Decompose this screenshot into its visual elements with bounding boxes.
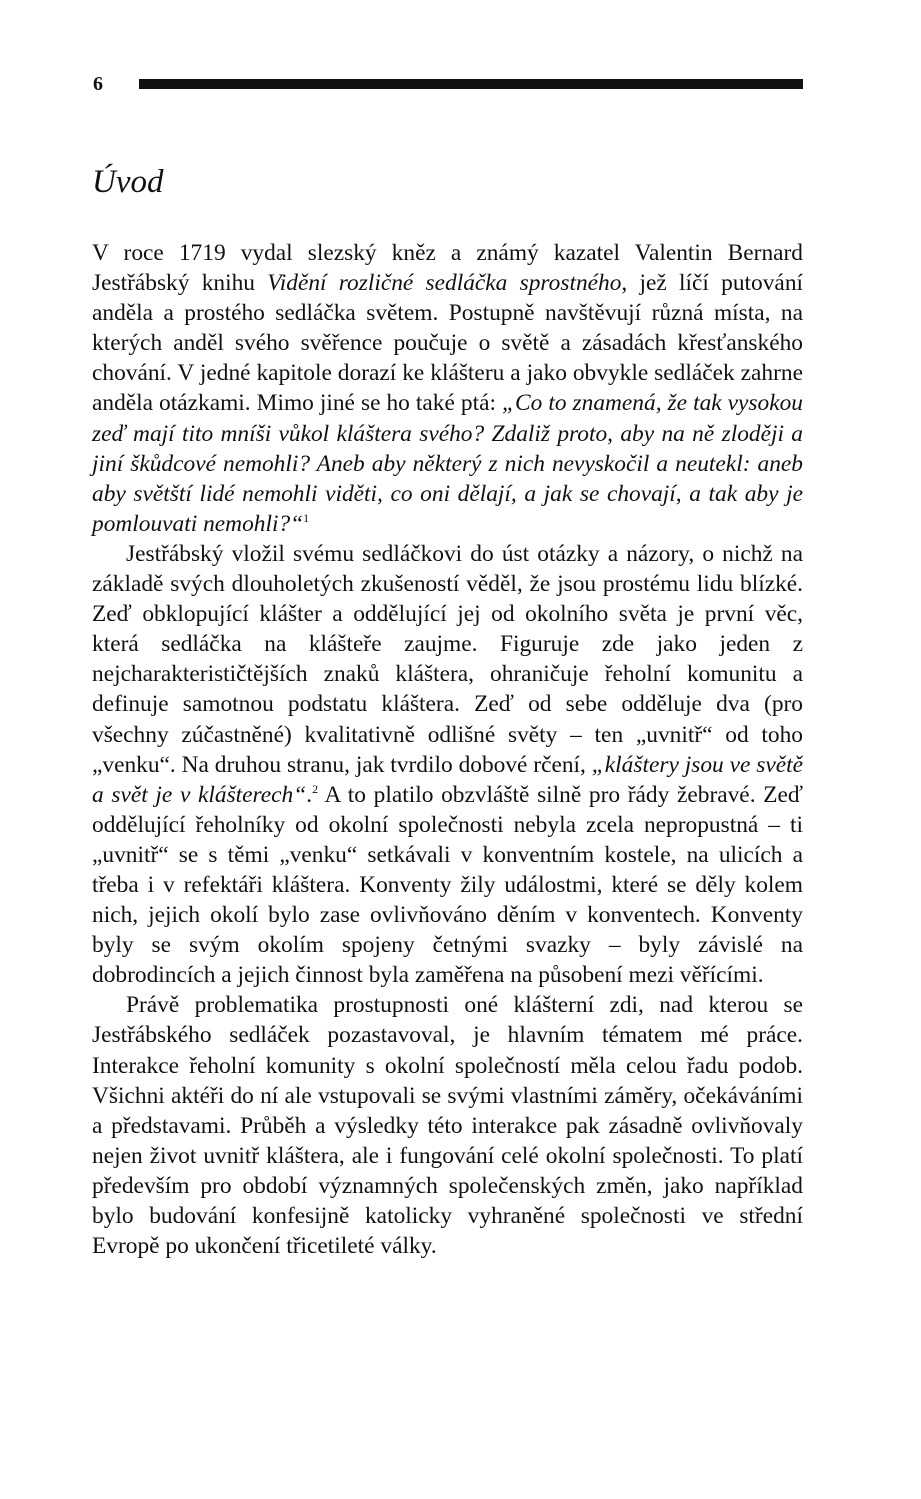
paragraph-2-text-d: A to platilo obzvláště silně pro řády žebravé. Zeď oddělující řeholníky od okolní společnosti nebyla zcela nepropustná – ti „uvnitř“ se s těmi „venku“ setkávali v konventním kostele, na ulicích a třeba i v refektáři kláštera. Konventy žily událostmi, které se děly kolem nich, jejich okolí bylo zase ovlivňováno děním v konventech. Konventy byly se svým okolím spojeny četnými svazky – byly závislé na dobrodincích a jejich činnost byla zaměřena na působení mezi věřícími. [92, 781, 803, 989]
footnote-ref-1: 1 [303, 511, 310, 526]
body-text [92, 238, 803, 1261]
paragraph-3-text: Právě problematika prostupnosti oné klášterní zdi, nad kterou se Jestřábského sedláček pozastavoval, je hlavním tématem mé práce. Interakce řeholní komunity s okolní společností měla celou řadu podob. Všichni aktéři do ní ale vstupovali se svými vlastními záměry, očekáváními a představami. Průběh a výsledky této interakce pak zásadně ovlivňovaly nejen život uvnitř kláštera, ale i fungování celé okolní společnosti. To platí především pro období významných společenských změn, jako například bylo budování konfesijně katolicky vyhraněné společnosti ve střední Evropě po ukončení třicetileté války. [92, 992, 803, 1260]
paragraph-1-text-a: V roce 1719 vydal slezský kněz a známý kazatel Valentin Bernard Jestřábský knihu [92, 240, 803, 297]
paragraph-2-text-a: Jestřábský vložil svému sedláčkovi do úst otázky a názory, o nichž na základě svých dlouholetých zkušeností věděl, že jsou prostému lidu blízké. Zeď obklopující klášter a oddělující jej od okolního světa je první věc, která sedláčka na klášteře zaujme. Figuruje zde jako jeden z nejcharakterističtějších znaků kláštera, ohraničuje řeholní komunitu a definuje samotnou podstatu kláštera. Zeď od sebe odděluje dva (pro všechny zúčastněné) kvalitativně odlišné světy – ten „uvnitř“ od toho „venku“. Na druhou stranu, jak tvrdilo dobové rčení, [92, 540, 803, 778]
quotation-2: „kláštery jsou ve světě a svět je v klášterech“ [92, 751, 803, 808]
paragraph-1-text-c: , jež líčí putování anděla a prostého sedláčka světem. Postupně navštěvují různá místa, na kterých anděl svého svěřence poučuje o světě a zásadách křesťanského chování. V jedné kapitole dorazí ke klášteru a jako obvykle sedláček zahrne anděla otázkami. Mimo jiné se ho také ptá: [92, 270, 804, 417]
paragraph-1 [92, 238, 803, 539]
footnote-ref-2: 2 [312, 781, 319, 796]
chapter-title: Úvod [92, 164, 164, 200]
paragraph-3 [92, 990, 803, 1261]
book-title: Vidění rozličné sedláčka sprostného [267, 270, 622, 297]
header-rule [139, 79, 803, 89]
page-number: 6 [93, 73, 103, 95]
quotation-1: „Co to znamená, že tak vysokou zeď mají tito mníši vůkol kláštera svého? Zdaliž proto, aby na ně zloději a jiní škůdcové nemohli? Aneb aby některý z nich nevyskočil a neutekl: aneb aby světští lidé nemohli viděti, co oni dělají, a jak se chovají, a tak aby je pomlouvati nemohli?“ [92, 390, 804, 537]
paragraph-2-text-c: . [306, 781, 313, 808]
paragraph-2 [92, 539, 803, 990]
